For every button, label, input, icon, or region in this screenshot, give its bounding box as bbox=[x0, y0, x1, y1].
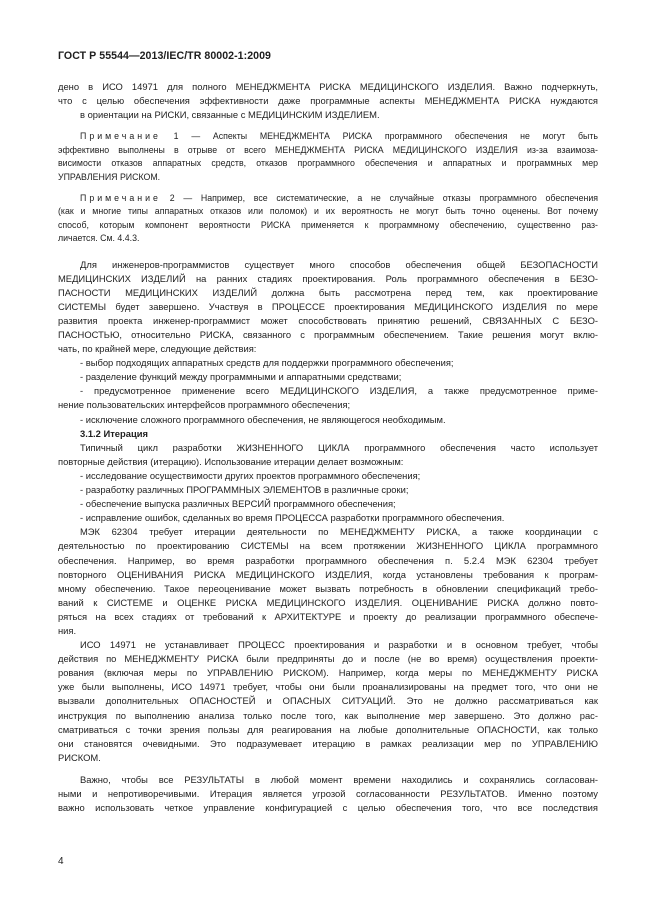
text-line: СИСТЕМЫ будет завершено. Участвуя в ПРОЦЕССЕ проектирования МЕДИЦИНСКОГО ИЗДЕЛИЯ по мере bbox=[58, 300, 598, 312]
text-line: 1 — Аспекты МЕНЕДЖМЕНТА РИСКА программного обеспечения не могут быть bbox=[160, 131, 598, 142]
text-line: деятельностью по проектированию СИСТЕМЫ на всем протяжении ЖИЗНЕННОГО ЦИКЛА программного bbox=[58, 540, 598, 552]
list-item: - исследование осуществимости других проектов программного обеспечения; bbox=[80, 469, 421, 481]
text-line: рования (включая меры по УПРАВЛЕНИЮ РИСКОМ). Например, когда меры по МЕНЕДЖМЕНТУ РИСКА bbox=[58, 667, 598, 679]
list bbox=[58, 469, 598, 525]
text-line: МЕДИЦИНСКИХ ИЗДЕЛИЙ на ранних стадиях проектирования. Роль программного обеспечения в БЕЗО- bbox=[58, 272, 598, 284]
note-label: Примечание bbox=[80, 192, 161, 203]
text-line: Важно, чтобы все РЕЗУЛЬТАТЫ в любой момент времени находились и сохранялись согласован- bbox=[80, 773, 598, 785]
note-label: Примечание bbox=[80, 131, 161, 142]
text-line: ИСО 14971 не устанавливает ПРОЦЕСС проектирования и разработки и в основном требует, чтобы bbox=[80, 639, 598, 651]
paragraph bbox=[58, 773, 598, 815]
text-line: Для инженеров-программистов существует много способов обеспечения общей БЕЗОПАСНОСТИ bbox=[80, 258, 598, 270]
text-line: УПРАВЛЕНИЯ РИСКОМ. bbox=[58, 171, 161, 182]
document-header-title: ГОСТ Р 55544—2013/IEC/TR 80002-1:2009 bbox=[58, 50, 271, 62]
paragraph bbox=[58, 258, 598, 357]
text-line: обеспечения. Например, во время разработки программного обеспечения п. 5.2.4 МЭК 62304 требует bbox=[58, 554, 598, 566]
document-body bbox=[58, 80, 598, 815]
text-line: ния. bbox=[58, 624, 77, 636]
note-1 bbox=[58, 130, 598, 184]
text-line bbox=[58, 130, 598, 143]
text-line: инструкция по выполнению анализа только после того, как выполнение мер завершено. Это должно рас- bbox=[58, 709, 598, 721]
text-line: Типичный цикл разработки ЖИЗНЕННОГО ЦИКЛА программного обеспечения часто использует bbox=[80, 441, 598, 453]
text-line: мному обеспечению. Такое переоценивание может вызвать потребность в обновлении спецификаций требо- bbox=[58, 582, 598, 594]
text-line: РИСКОМ. bbox=[58, 751, 101, 763]
text-line: что с целью обеспечения эффективности даже программные аспекты МЕНЕДЖМЕНТА РИСКА нуждаются bbox=[58, 95, 598, 107]
list-item: нение пользовательских интерфейсов программного обеспечения; bbox=[58, 399, 351, 411]
list-item: - предусмотренное применение всего МЕДИЦИНСКОГО ИЗДЕЛИЯ, а также предусмотренное приме- bbox=[80, 385, 598, 397]
list-item: - обеспечение выпуска различных ВЕРСИЙ программного обеспечения; bbox=[80, 498, 396, 510]
text-line: в ориентации на РИСКИ, связанные с МЕДИЦИНСКИМ ИЗДЕЛИЕМ. bbox=[80, 109, 380, 121]
list-item: - выбор подходящих аппаратных средств для поддержки программного обеспечения; bbox=[80, 357, 454, 369]
text-line: ваний к СИСТЕМЕ и ОЦЕНКЕ РИСКА МЕДИЦИНСКОГО ИЗДЕЛИЯ. ОЦЕНИВАНИЕ РИСКА должно повто- bbox=[58, 596, 598, 608]
text-line: повторного ОЦЕНИВАНИЯ РИСКА МЕДИЦИНСКОГО ИЗДЕЛИЯ, когда установлены требования к програм- bbox=[58, 568, 598, 580]
text-line: ряться на всех стадиях от требований к АРХИТЕКТУРЕ и проекту до реализации программного обеспече- bbox=[58, 610, 598, 622]
list-item: - разделение функций между программными и аппаратными средствами; bbox=[80, 371, 402, 383]
section-heading: 3.1.2 Итерация bbox=[80, 427, 148, 439]
text-line: действия по МЕНЕДЖМЕНТУ РИСКА были предприняты до и после (не во время) осуществления проекти- bbox=[58, 653, 598, 665]
text-line: сматриваться с точки зрения пользы для реагирования на любые дополнительные ОПАСНОСТИ, как только bbox=[58, 723, 598, 735]
paragraph bbox=[58, 525, 598, 638]
paragraph bbox=[58, 80, 598, 122]
text-line: повторные действия (итерацию). Использование итерации делает возможным: bbox=[58, 455, 404, 467]
text-line: МЭК 62304 требует итерации деятельности по МЕНЕДЖМЕНТУ РИСКА, а также координации с bbox=[80, 526, 598, 538]
text-line: 2 — Например, все систематические, а не случайные отказы программного обеспечения bbox=[160, 192, 598, 203]
text-line bbox=[58, 192, 598, 205]
text-line: развития проекта инженер-программист может способствовать принятию решений, СВЯЗАННЫХ С БЕЗО- bbox=[58, 314, 598, 326]
note-2 bbox=[58, 192, 598, 246]
list-item: - исправление ошибок, сделанных во время ПРОЦЕССА разработки программного обеспечения. bbox=[80, 512, 505, 524]
text-line: способ, которым компонент вероятности РИСКА применяется к программному обеспечению, существенно раз- bbox=[58, 219, 598, 230]
text-line: эффективно выполнены в отрыве от всего МЕНЕДЖМЕНТА РИСКА МЕДИЦИНСКОГО ИЗДЕЛИЯ из-за взаимоза- bbox=[58, 144, 598, 155]
text-line: ными и непротиворечивыми. Итерация является угрозой согласованности РЕЗУЛЬТАТОВ. Именно поэтому bbox=[58, 788, 598, 799]
list-item: - разработку различных ПРОГРАММНЫХ ЭЛЕМЕНТОВ в различные сроки; bbox=[80, 484, 409, 496]
text-line: (как и многие типы аппаратных отказов или поломок) и их вероятность не могут быть точно оценены. Вот почему bbox=[58, 206, 598, 217]
list-item: - исключение сложного программного обеспечения, не являющегося необходимым. bbox=[80, 413, 446, 425]
text-line: они становятся очевидными. Это подразумевает итерацию в рамках реализации мер по УПРАВЛЕНИЮ bbox=[58, 737, 598, 749]
text-line: ПАСНОСТИ МЕДИЦИНСКИХ ИЗДЕЛИЙ должна быть рассмотрена перед тем, как проектирование bbox=[58, 286, 598, 298]
text-line: висимости отказов аппаратных средств, отказов программного обеспечения и аппаратных и программных мер bbox=[58, 158, 598, 169]
text-line: личается. См. 4.4.3. bbox=[58, 233, 140, 244]
text-line: дено в ИСО 14971 для полного МЕНЕДЖМЕНТА РИСКА МЕДИЦИНСКОГО ИЗДЕЛИЯ. Важно подчеркнуть, bbox=[58, 81, 598, 92]
text-line: уже были выполнены, ИСО 14971 требует, чтобы они были проанализированы на предмет того, что они не bbox=[58, 681, 598, 693]
text-line: чать, по крайней мере, следующие действия: bbox=[58, 343, 257, 355]
page-number: 4 bbox=[58, 856, 64, 867]
paragraph bbox=[58, 441, 598, 469]
text-line: вызвали дополнительных ОПАСНОСТЕЙ и ОПАСНЫХ СИТУАЦИЙ. Это не должно рассматриваться как bbox=[58, 695, 598, 707]
text-line: ПАСНОСТЬЮ, относительно РИСКА, связанного с программным обеспечением. Такие решения могут вклю- bbox=[58, 329, 598, 340]
list bbox=[58, 356, 598, 426]
paragraph bbox=[58, 638, 598, 765]
text-line: важно использовать четкое управление конфигурацией с целью обеспечения того, что все последствия bbox=[58, 802, 598, 814]
